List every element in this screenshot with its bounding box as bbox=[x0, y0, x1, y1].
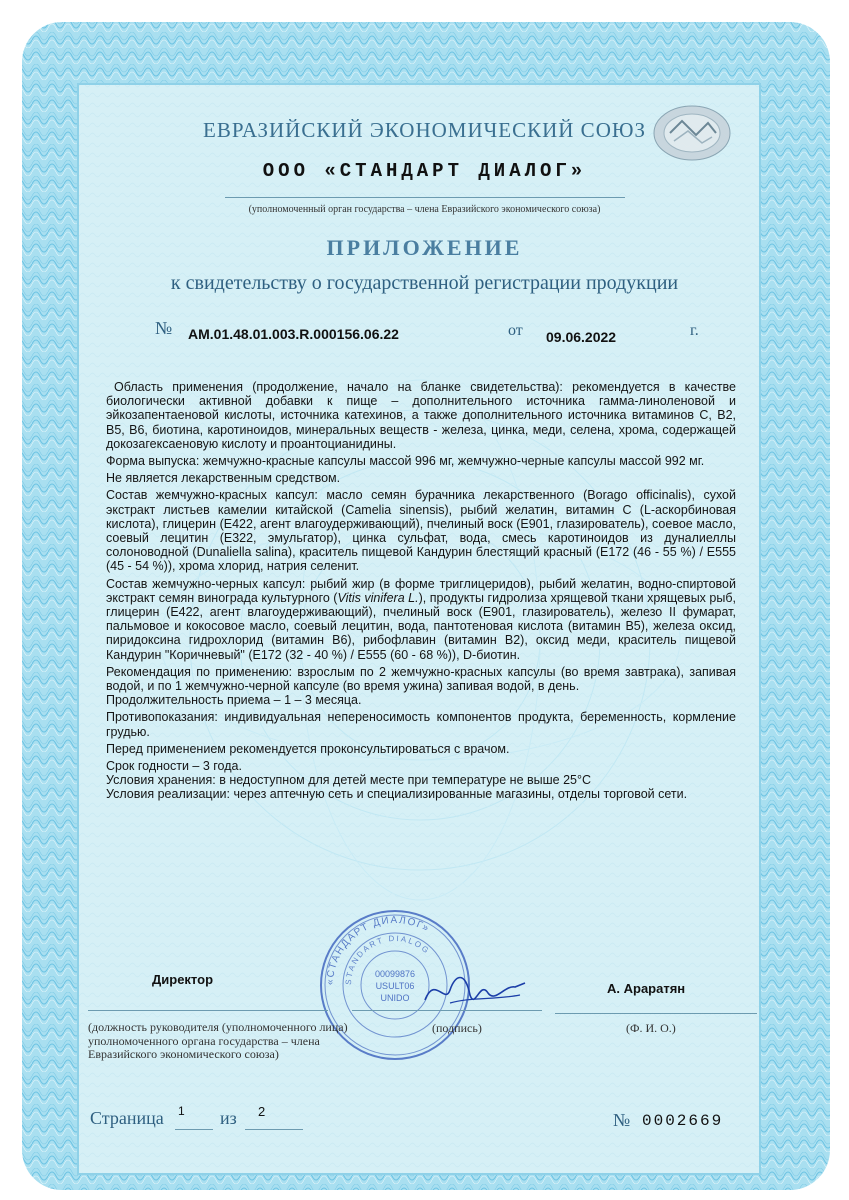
fio-caption: (Ф. И. О.) bbox=[626, 1021, 676, 1035]
document-body bbox=[106, 380, 736, 805]
duration-paragraph: Продолжительность приема – 1 – 3 месяца. bbox=[106, 693, 362, 708]
position-line bbox=[88, 1010, 328, 1011]
page-total-line bbox=[245, 1129, 303, 1130]
of-label: из bbox=[220, 1108, 237, 1128]
number-label: № bbox=[155, 318, 173, 338]
page-number-line bbox=[175, 1129, 213, 1130]
page-title: ПРИЛОЖЕНИЕ bbox=[326, 235, 523, 260]
director-label: Директор bbox=[152, 972, 214, 987]
stamp-code: USULT06 bbox=[375, 981, 415, 991]
organization-caption: (уполномоченный орган государства – члена Евразийского экономического союза) bbox=[248, 204, 601, 215]
signature-icon bbox=[420, 965, 530, 1015]
serial-label: № bbox=[613, 1110, 631, 1130]
union-title: ЕВРАЗИЙСКИЙ ЭКОНОМИЧЕСКИЙ СОЮЗ bbox=[203, 118, 646, 142]
black-caps-text-a: Состав жемчужно-черных капсул: рыбий жир (в форме триглицеридов), рыбий желатин, водно-спиртовой экстракт семян винограда культурного ( bbox=[106, 576, 736, 605]
page-number: 1 bbox=[178, 1104, 185, 1118]
fio-line bbox=[555, 1013, 757, 1014]
stamp-number: 00099876 bbox=[374, 969, 416, 979]
usage-paragraph: Рекомендация по применению: взрослым по 2 жемчужно-красных капсулы (во время завтрака), запивая водой, и по 1 жемчужно-черной капсуле (во время ужина) запивая водой, в день. bbox=[106, 664, 736, 694]
release-form-paragraph: Форма выпуска: жемчужно-красные капсулы массой 996 мг, жемчужно-черные капсулы массой 992 мг. bbox=[106, 454, 705, 469]
year-label: г. bbox=[690, 322, 699, 339]
organization-name: ООО «СТАНДАРТ ДИАЛОГ» bbox=[262, 160, 587, 182]
sale-paragraph: Условия реализации: через аптечную сеть и специализированные магазины, отделы торговой сети. bbox=[106, 787, 688, 802]
not-medicine-paragraph: Не является лекарственным средством. bbox=[106, 471, 341, 486]
registration-date: 09.06.2022 bbox=[546, 329, 617, 345]
signature-line bbox=[352, 1010, 542, 1011]
signature-caption: (подпись) bbox=[432, 1021, 482, 1035]
divider bbox=[225, 197, 625, 198]
scope-paragraph: Область применения (продолжение, начало на бланке свидетельства): рекомендуется в качестве биологически активной добавки к пище – дополнительного источника гамма-линоленовой и эйкозапентаеновой кислоты, источника катехинов, а также дополнительного источника витаминов С, В2, В5, В6, биотина, каротиноидов, минеральных веществ - железа, цинка, меди, селена, хрома, содержащей докозагексаеновую кислоту и проантоцианидины. bbox=[106, 380, 736, 451]
page-total: 2 bbox=[258, 1104, 266, 1119]
contraindications-paragraph: Противопоказания: индивидуальная непереносимость компонентов продукта, беременность, кормление грудью. bbox=[106, 710, 736, 739]
shelf-life-paragraph: Срок годности – 3 года. bbox=[106, 759, 242, 774]
red-capsules-composition: Состав жемчужно-красных капсул: масло семян бурачника лекарственного (Borago officinalis), сухой экстракт листьев камелии китайской (Camelia sinensis), рыбий желатин, витамин С (L-аскорбиновая кислота), глицерин (Е422, агент влагоудерживающий), пчелиный воск (Е901, глазирователь), соевое масло, соевый лецитин (Е322, эмульгатор), цинка сульфат, вода, смесь каротиноидов из дуналиеллы солоноводной (Dunaliella salina), краситель пищевой Кандурин блестящий красный (Е172 (46 - 55 %) / Е555 (45 - 54 %)), хрома хлорид, натрия селенит. bbox=[106, 488, 736, 574]
consult-paragraph: Перед применением рекомендуется проконсультироваться с врачом. bbox=[106, 741, 510, 756]
registration-number: AM.01.48.01.003.R.000156.06.22 bbox=[188, 326, 399, 342]
stamp-mark: UNIDO bbox=[380, 993, 410, 1003]
page-subtitle: к свидетельству о государственной регистрации продукции bbox=[170, 272, 679, 294]
serial-number: 0002669 bbox=[642, 1112, 724, 1130]
black-caps-text-b: ), продукты гидролиза хрящевой ткани хрящевых рыб, глицерин (Е422, агент влагоудерживающий), пчелиный воск (Е901, глазирователь), железо II фумарат, пальмовое и кокосовое масло, соевый лецитин, вода, пантотеновая кислота (витамин В5), железа оксид, пиридоксина гидрохлорид (витамин В6), рибофлавин (витамин В2), оксид меди, краситель пищевой Кандурин "Коричневый" (Е172 (32 - 40 %) / Е555 (60 - 68 %)), D-биотин. bbox=[106, 590, 736, 662]
stamp-outer-text: «СТАНДАРТ ДИАЛОГ» bbox=[324, 914, 432, 986]
black-capsules-composition bbox=[106, 577, 736, 662]
black-caps-latin: Vitis vinifera L. bbox=[337, 590, 419, 605]
director-name: А. Араратян bbox=[607, 981, 686, 996]
storage-paragraph: Условия хранения: в недоступном для детей месте при температуре не выше 25°С bbox=[106, 773, 592, 788]
stamp-latin-text: STANDART DIALOG bbox=[343, 933, 432, 986]
date-label: от bbox=[508, 322, 523, 339]
page-label: Страница bbox=[90, 1108, 164, 1128]
position-caption: (должность руководителя (уполномоченного лица) уполномоченного органа государства – члена Евразийского экономического союза) bbox=[88, 1020, 348, 1061]
